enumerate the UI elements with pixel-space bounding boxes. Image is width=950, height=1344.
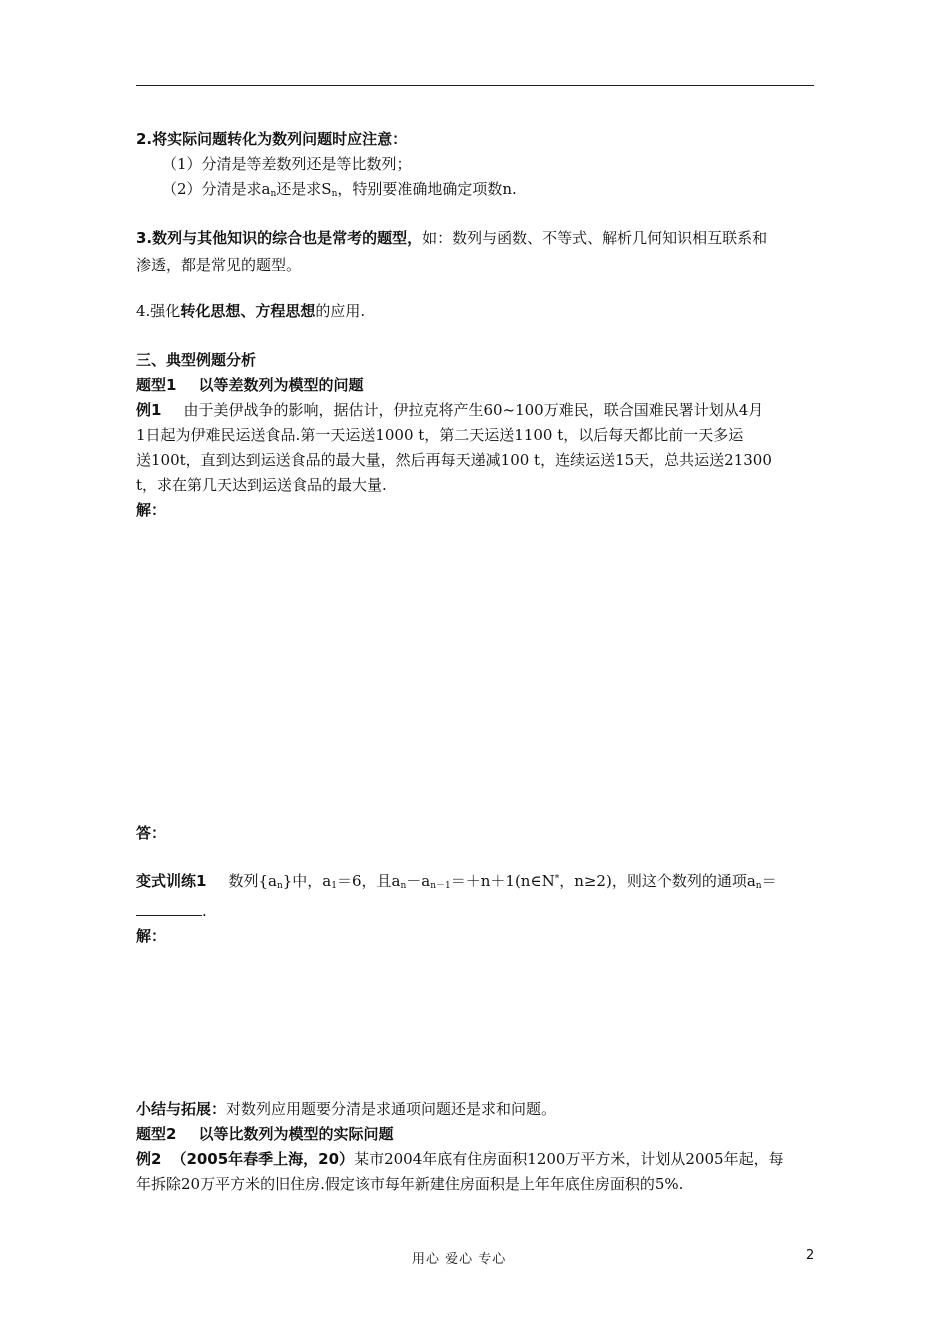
header-rule <box>136 85 814 86</box>
example-1-line-4: t，求在第几天达到运送食品的最大量. <box>136 476 387 494</box>
section-3-line-2: 渗透，都是常见的题型。 <box>136 256 302 274</box>
variation-1-line-2: . <box>136 899 816 924</box>
page-number: 2 <box>806 1248 815 1263</box>
section-4: 4.强化转化思想、方程思想的应用. <box>136 302 366 320</box>
example-2-line-2: 年拆除20万平方米的旧住房.假定该市每年新建住房面积是上年年底住房面积的5%. <box>136 1175 684 1193</box>
summary: 小结与拓展：对数列应用题要分清是求通项问题还是求和问题。 <box>136 1100 557 1118</box>
type-1-heading: 题型1 以等差数列为模型的问题 <box>136 376 364 394</box>
example-1-line-3: 送100t，直到达到运送食品的最大量，然后再每天递减100 t，连续运送15天，总共运送21300 <box>136 451 772 469</box>
answer-label: 答： <box>136 824 167 842</box>
section-3 <box>136 225 816 279</box>
example-1-line-1: 例1 由于美伊战争的影响，据估计，伊拉克将产生60~100万难民，联合国难民署计划从4月 <box>136 401 764 419</box>
section-2-item-1: （1）分清是等差数列还是等比数列； <box>162 155 412 173</box>
section-2-item-2: （2）分清是求$a_n$还是求$S_n$，特别要准确地确定项数n. <box>162 180 517 199</box>
variation-1-line-1: 变式训练1 数列$\{a_n\}$中，$a_1=6$，且$a_n-a_{n-1}=+n+1(n\in N^*$，n≥2)，则这个数列的通项$a_n=$ <box>136 872 777 891</box>
examples-section <box>136 348 816 523</box>
footer-motto: 用心 爱心 专心 <box>412 1252 507 1267</box>
solution-label: 解： <box>136 501 167 519</box>
example-2-line-1: 例2 （2005年春季上海，20）某市2004年底有住房面积1200万平方米，计划从2005年起，每 <box>136 1150 784 1168</box>
example-1-line-2: 1日起为伊难民运送食品.第一天运送1000 t，第二天运送1100 t，以后每天都比前一天多运 <box>136 426 744 444</box>
answer-blank <box>136 901 202 916</box>
type-2-heading: 题型2 以等比数列为模型的实际问题 <box>136 1125 394 1143</box>
section-heading: 三、典型例题分析 <box>136 351 257 369</box>
section-3-line-1: 3.数列与其他知识的综合也是常考的题型，如：数列与函数、不等式、解析几何知识相互联系和 <box>136 229 768 247</box>
solution-label-2: 解： <box>136 927 167 945</box>
section-2-heading: 2.将实际问题转化为数列问题时应注意： <box>136 130 408 148</box>
summary-and-type-2 <box>136 1097 816 1197</box>
variation-1 <box>136 867 816 949</box>
section-2 <box>136 127 816 207</box>
